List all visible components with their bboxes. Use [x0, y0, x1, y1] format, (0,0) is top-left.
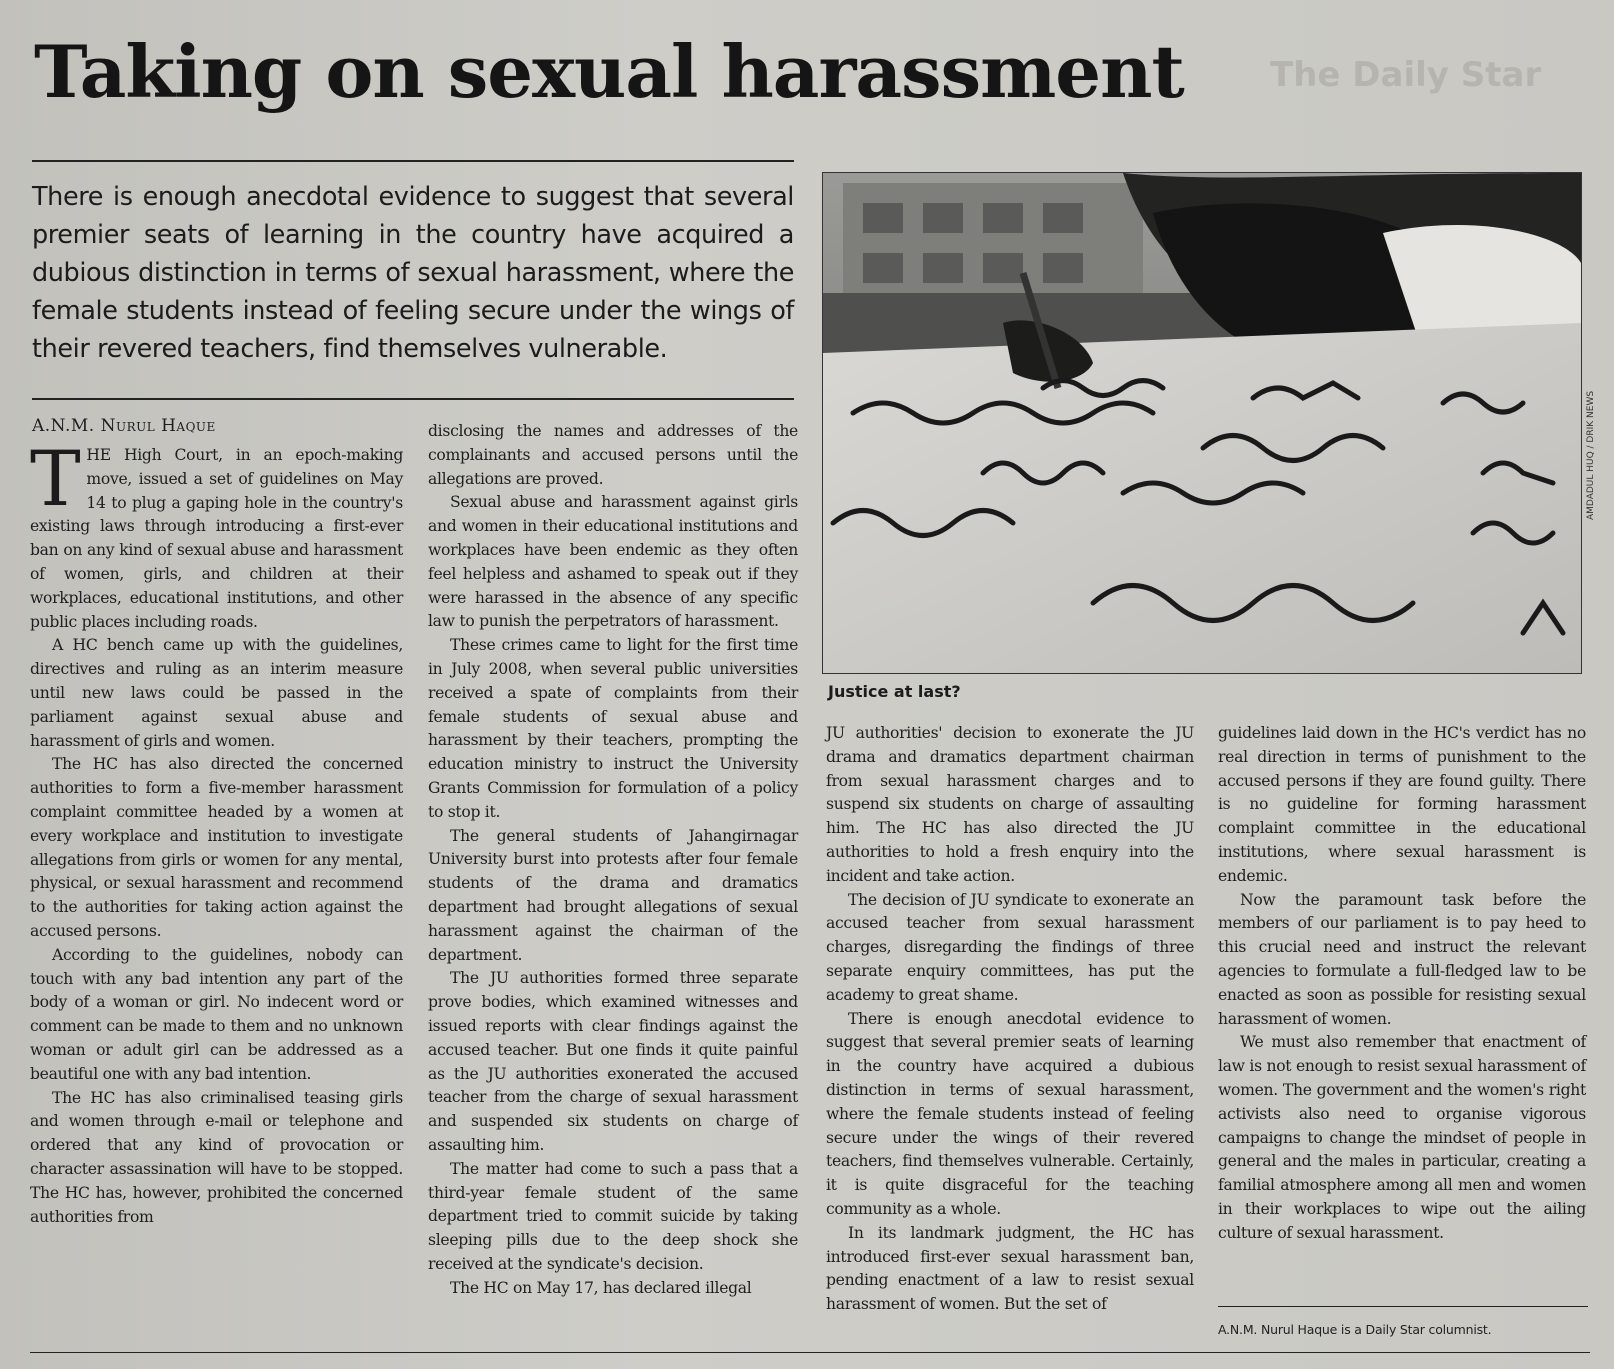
- faded-masthead-bleed: The Daily Star: [1270, 55, 1542, 95]
- paragraph: Now the paramount task before the members of our parliament is to pay heed to this crucial need and instruct the relevant agencies to formulate a full-fledged law to be enacted as soon as possible for resisting sexual harassment of women.: [1218, 890, 1586, 1028]
- rule-above-footnote: [1218, 1306, 1588, 1307]
- paragraph: In its landmark judgment, the HC has introduced first-ever sexual harassment ban, pending enactment of a law to resist sexual harassment of women. But the set of: [826, 1223, 1194, 1314]
- author-footnote: A.N.M. Nurul Haque is a Daily Star columnist.: [1218, 1322, 1492, 1337]
- paragraph: The general students of Jahangirnagar University burst into protests after four female students of the drama and dramatics department had brought allegations of sexual harassment against the chairman of the department.: [428, 826, 798, 964]
- column-3: [826, 722, 1194, 1317]
- drop-cap: T: [30, 434, 81, 523]
- paragraph: The decision of JU syndicate to exonerate an accused teacher from sexual harassment charges, disregarding the findings of three separate enquiry committees, has put the academy to great shame.: [826, 890, 1194, 1004]
- bottom-rule: [30, 1352, 1590, 1353]
- byline: A.N.M. Nurul Haque: [32, 416, 216, 436]
- paragraph: guidelines laid down in the HC's verdict has no real direction in terms of punishment to the accused persons if they are found guilty. There is no guideline for forming harassment complaint committee in the educational institutions, where sexual harassment is endemic.: [1218, 724, 1586, 885]
- photo-credit: AMDADUL HUQ / DRIK NEWS: [1586, 390, 1596, 520]
- protest-photo: [822, 172, 1582, 674]
- column-4: [1218, 722, 1586, 1246]
- paragraph: disclosing the names and addresses of the complainants and accused persons until the allegations are proved.: [428, 422, 798, 488]
- paragraph: The matter had come to such a pass that a third-year female student of the same department tried to commit suicide by taking sleeping pills due to the deep shock she received at the syndicate's decision.: [428, 1159, 798, 1273]
- paragraph: These crimes came to light for the first time in July 2008, when several public universities received a spate of complaints from their female students of sexual abuse and harassment by their teachers, prompting the education ministry to instruct the University Grants Commission for formulation of a policy to stop it.: [428, 636, 798, 821]
- paragraph: JU authorities' decision to exonerate the JU drama and dramatics department chairman from sexual harassment charges and to suspend six students on charge of assaulting him. The HC has also directed the JU authorities to hold a fresh enquiry into the incident and take action.: [826, 724, 1194, 885]
- photo-illustration: [823, 173, 1581, 673]
- paragraph: The JU authorities formed three separate prove bodies, which examined witnesses and issued reports with clear findings against the accused teacher. But one finds it quite painful as the JU authorities exonerated the accused teacher from the charge of sexual harassment and suspended six students on charge of assaulting him.: [428, 969, 798, 1154]
- paragraph: THE High Court, in an epoch-making move, issued a set of guidelines on May 14 to plug a gaping hole in the country's existing laws through introducing a first-ever ban on any kind of sexual abuse and harassment of women, girls, and children at their workplaces, educational institutions, and other public places including roads.: [30, 434, 403, 631]
- paragraph: The HC has also criminalised teasing girls and women through e-mail or telephone and ordered that any kind of provocation or character assassination will have to be stopped. The HC has, however, prohibited the concerned authorities from: [30, 1088, 403, 1226]
- paragraph: There is enough anecdotal evidence to suggest that several premier seats of learning in the country have acquired a dubious distinction in terms of sexual harassment, where the female students instead of feeling secure under the wings of their revered teachers, find themselves vulnerable. Certainly, it is quite disgraceful for the teaching community as a whole.: [826, 1009, 1194, 1218]
- paragraph: The HC has also directed the concerned authorities to form a five-member harassment complaint committee headed by a women at every workplace and institution to investigate allegations from girls or women for any mental, physical, or sexual harassment and recommend to the authorities for taking action against the accused persons.: [30, 755, 403, 940]
- headline: Taking on sexual harassment: [34, 29, 1184, 114]
- column-2: [428, 420, 798, 1300]
- photo-caption: Justice at last?: [828, 682, 961, 701]
- paragraph: The HC on May 17, has declared illegal: [450, 1278, 752, 1297]
- column-1: [30, 434, 403, 1229]
- deck-summary: There is enough anecdotal evidence to suggest that several premier seats of learning in the country have acquired a dubious distinction in terms of sexual harassment, where the female students instead of feeling secure under the wings of their revered teachers, find themselves vulnerable.: [32, 182, 794, 364]
- rule-below-deck: [32, 398, 794, 400]
- paragraph: A HC bench came up with the guidelines, directives and ruling as an interim measure until new laws could be passed in the parliament against sexual abuse and harassment of girls and women.: [30, 636, 403, 750]
- rule-above-deck: [32, 160, 794, 162]
- paragraph: According to the guidelines, nobody can touch with any bad intention any part of the body of a woman or girl. No indecent word or comment can be made to them and no unknown woman or adult girl can be addressed as a beautiful one with any bad intention.: [30, 945, 403, 1083]
- paragraph: Sexual abuse and harassment against girls and women in their educational institutions and workplaces have been endemic as they often feel helpless and ashamed to speak out if they were harassed in the absence of any specific law to punish the perpetrators of harassment.: [428, 493, 798, 631]
- paragraph: We must also remember that enactment of law is not enough to resist sexual harassment of women. The government and the women's right activists also need to organise vigorous campaigns to change the mindset of people in general and the males in particular, creating a familial atmosphere among all men and women in their workplaces to wipe out the ailing culture of sexual harassment.: [1218, 1033, 1586, 1242]
